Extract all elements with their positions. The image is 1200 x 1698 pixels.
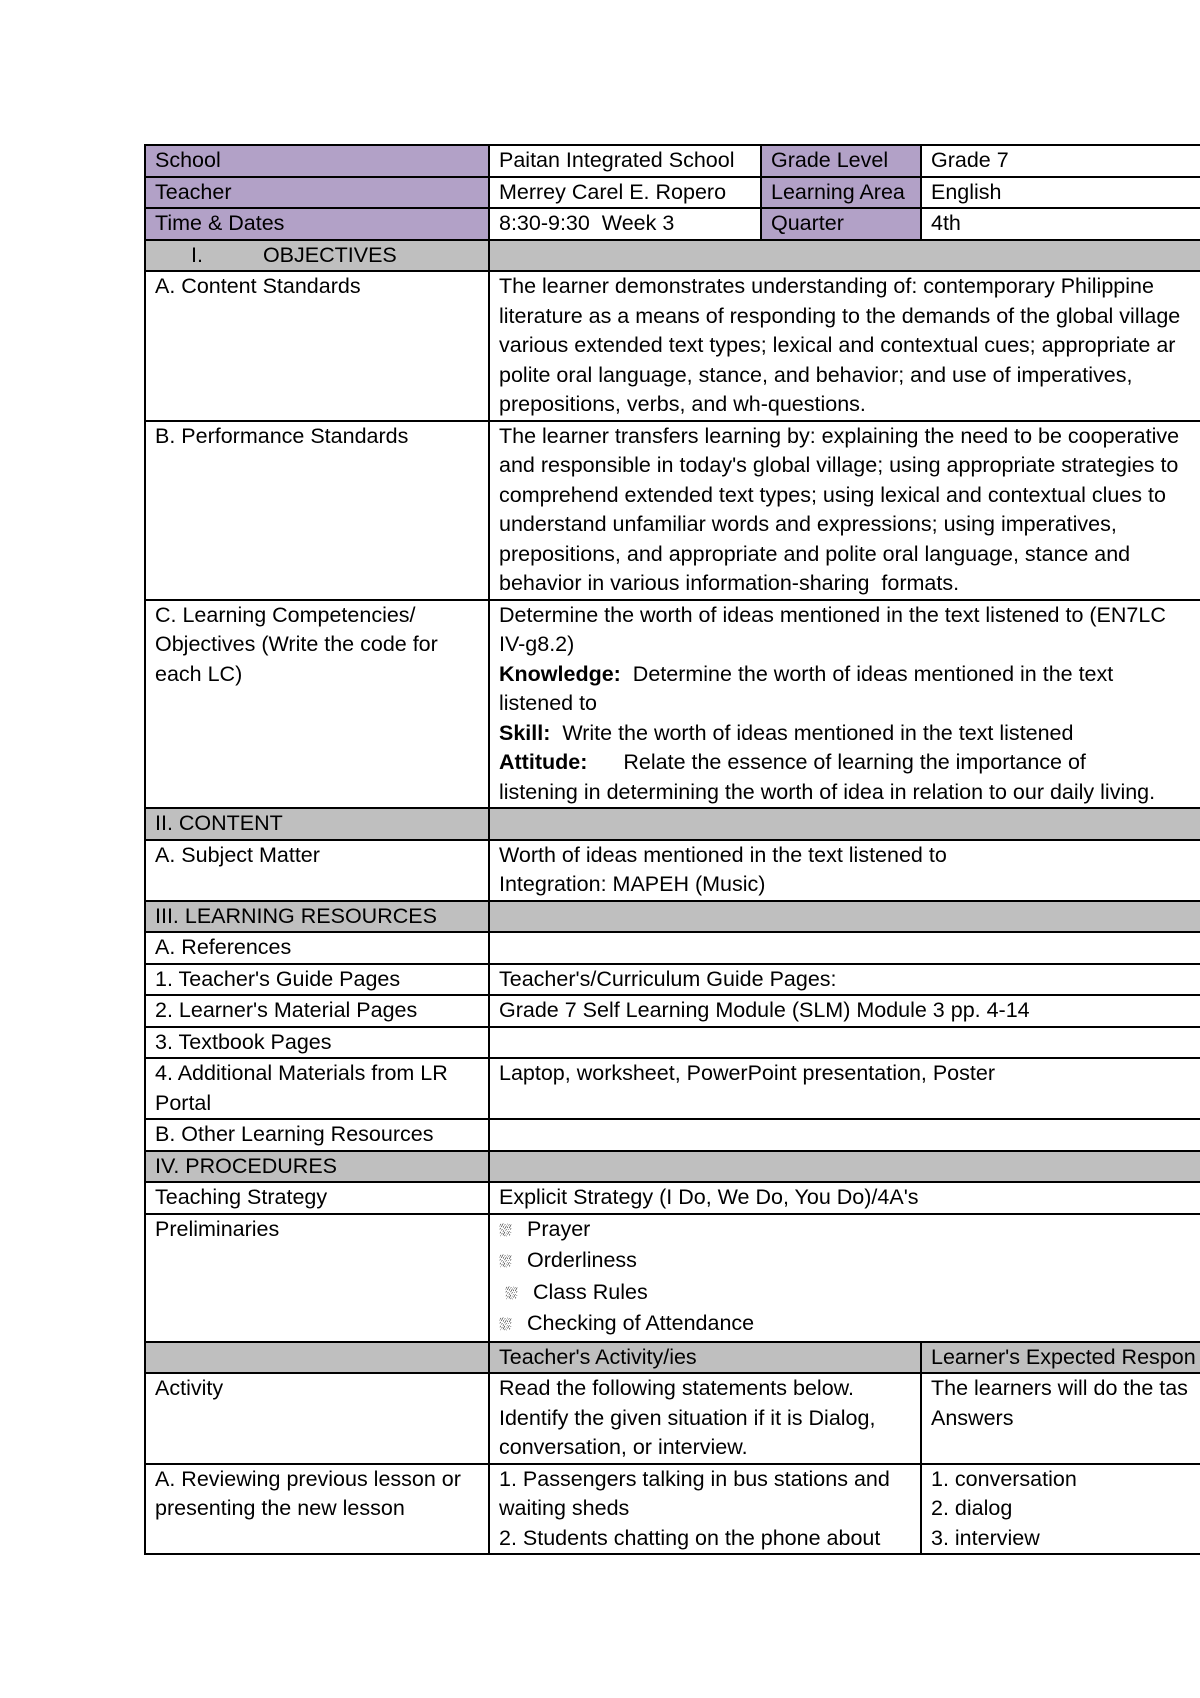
text-line: behavior in various information-sharing formats. [499,571,960,595]
learners-material-label: 2. Learner's Material Pages [145,995,489,1027]
text-line: comprehend extended text types; using lexical and contextual clues to [499,482,1166,507]
grade-level-label: Grade Level [761,145,921,177]
list-item-text: Prayer [527,1216,591,1241]
teaching-strategy-label: Teaching Strategy [145,1182,489,1214]
subject-matter-label: A. Subject Matter [145,840,489,901]
text-line: 3. interview [931,1525,1040,1550]
learners-material-value: Grade 7 Self Learning Module (SLM) Module 3 pp. 4-14 [489,995,1200,1027]
teacher-label: Teacher [145,177,489,209]
learners-material-row [145,995,1200,1027]
list-item [499,1278,1200,1310]
text-line: Objectives (Write the code for [155,632,438,656]
learning-area-label: Learning Area [761,177,921,209]
text-line: prepositions, and appropriate and polite oral language, stance and [499,541,1131,566]
resources-heading-fill [489,901,1200,933]
skill-text: Write the worth of ideas mentioned in the text listened [562,720,1074,745]
text-line: each LC) [155,661,243,686]
text-line: 2. dialog [931,1496,1013,1520]
subject-matter-row [145,840,1200,901]
text-line: 1. conversation [931,1466,1077,1491]
objectives-heading [145,240,489,272]
text-line: The learner transfers learning by: explaining the need to be cooperative [499,423,1180,448]
text-line: Answers [931,1405,1014,1430]
objectives-heading-fill [489,240,1200,272]
text-line: prepositions, verbs, and wh-questions. [499,392,866,416]
text-line: Worth of ideas mentioned in the text listened to [499,842,947,867]
attitude-label: Attitude: [499,750,588,774]
text-line: conversation, or interview. [499,1435,748,1459]
references-label: A. References [145,932,489,964]
content-section-row [145,808,1200,840]
review-teacher-text [489,1464,921,1555]
teachers-guide-row [145,964,1200,996]
activity-teacher-text [489,1373,921,1464]
attitude-text: Relate the essence of learning the importance of [623,750,1086,774]
competencies-label [145,600,489,809]
teacher-row [145,177,1200,209]
performance-standards-text [489,421,1200,600]
time-row [145,208,1200,240]
text-line: Determine the worth of ideas mentioned in the text listened to (EN7LC [499,602,1166,627]
teaching-strategy-value: Explicit Strategy (I Do, We Do, You Do)/4A's [489,1182,1200,1214]
cloud-rain-icon: ⛆ [505,1285,518,1303]
resources-heading: III. LEARNING RESOURCES [145,901,489,933]
text-line: The learners will do the tas [931,1376,1188,1400]
textbook-row [145,1027,1200,1059]
skill-line [499,719,1200,749]
text-line: Integration: MAPEH (Music) [499,872,766,896]
text-line: and responsible in today's global village; using appropriate strategies to [499,453,1179,477]
text-line: listening in determining the worth of idea in relation to our daily living. [499,779,1156,804]
performance-standards-row [145,421,1200,600]
teacher-value: Merrey Carel E. Ropero [489,177,761,209]
list-item [499,1246,1200,1278]
review-label [145,1464,489,1555]
lesson-plan-table [144,144,1200,1555]
preliminaries-list [489,1214,1200,1342]
time-dates-value: 8:30-9:30 Week 3 [489,208,761,240]
text-line: waiting sheds [499,1496,630,1520]
knowledge-line [499,660,1200,690]
procedures-heading: IV. PROCEDURES [145,1151,489,1183]
review-row [145,1464,1200,1555]
text-line: presenting the new lesson [155,1496,405,1520]
learning-area-value: English [921,177,1200,209]
quarter-label: Quarter [761,208,921,240]
text-line: listened to [499,691,598,715]
additional-materials-label [145,1058,489,1119]
time-dates-label: Time & Dates [145,208,489,240]
grade-level-value: Grade 7 [921,145,1200,177]
cloud-rain-icon: ⛆ [499,1317,512,1334]
subject-matter-text [489,840,1200,901]
text-line: 2. Students chatting on the phone about [499,1525,881,1550]
activity-header-blank [145,1342,489,1374]
content-heading: II. CONTENT [145,808,489,840]
review-learner-text [921,1464,1200,1555]
content-standards-text [489,271,1200,421]
text-line: The learner demonstrates understanding of: contemporary Philippine [499,274,1154,298]
text-line: polite oral language, stance, and behavior; and use of imperatives, [499,362,1133,387]
text-line: understand unfamiliar words and expressions; using imperatives, [499,512,1117,536]
teachers-guide-value: Teacher's/Curriculum Guide Pages: [489,964,1200,996]
learner-response-header: Learner's Expected Respon [921,1342,1200,1374]
text-line: various extended text types; lexical and contextual cues; appropriate ar [499,333,1176,357]
list-item-text: Class Rules [533,1279,648,1304]
teacher-activity-header: Teacher's Activity/ies [489,1342,921,1374]
knowledge-text: Determine the worth of ideas mentioned in the text [632,661,1114,686]
skill-label: Skill: [499,720,551,745]
knowledge-label: Knowledge: [499,661,621,686]
preliminaries-label: Preliminaries [145,1214,489,1342]
text-line: 4. Additional Materials from LR [155,1061,448,1085]
list-item [499,1309,1200,1341]
textbook-label: 3. Textbook Pages [145,1027,489,1059]
school-label: School [145,145,489,177]
preliminaries-row [145,1214,1200,1342]
other-resources-value [489,1119,1200,1151]
list-item [499,1215,1200,1247]
text-line: Identify the given situation if it is Dialog, [499,1405,876,1430]
school-row [145,145,1200,177]
additional-materials-value: Laptop, worksheet, PowerPoint presentation, Poster [489,1058,1200,1119]
textbook-value [489,1027,1200,1059]
activity-label: Activity [145,1373,489,1464]
text-line: 1. Passengers talking in bus stations and [499,1466,890,1491]
text-line: Portal [155,1090,212,1115]
objectives-section-row [145,240,1200,272]
list-item-text: Orderliness [527,1248,637,1272]
references-row [145,932,1200,964]
objectives-number: I. [191,242,203,267]
content-standards-label: A. Content Standards [145,271,489,421]
activity-row [145,1373,1200,1464]
other-resources-row [145,1119,1200,1151]
quarter-value: 4th [921,208,1200,240]
procedures-heading-fill [489,1151,1200,1183]
text-line: A. Reviewing previous lesson or [155,1466,461,1491]
activity-learner-text [921,1373,1200,1464]
content-standards-row [145,271,1200,421]
list-item-text: Checking of Attendance [527,1311,755,1335]
cloud-rain-icon: ⛆ [499,1222,512,1240]
school-value: Paitan Integrated School [489,145,761,177]
text-line: IV-g8.2) [499,632,575,656]
competencies-text [489,600,1200,809]
cloud-rain-icon: ⛆ [499,1254,512,1271]
additional-materials-row [145,1058,1200,1119]
procedures-section-row [145,1151,1200,1183]
objectives-title: OBJECTIVES [262,242,397,267]
teaching-strategy-row [145,1182,1200,1214]
text-line: Read the following statements below. [499,1376,854,1400]
content-heading-fill [489,808,1200,840]
teachers-guide-label: 1. Teacher's Guide Pages [145,964,489,996]
performance-standards-label: B. Performance Standards [145,421,489,600]
references-value [489,932,1200,964]
other-resources-label: B. Other Learning Resources [145,1119,489,1151]
text-line: C. Learning Competencies/ [155,602,416,627]
resources-section-row [145,901,1200,933]
activity-header-row [145,1342,1200,1374]
competencies-row [145,600,1200,809]
attitude-line [499,748,1200,778]
text-line: literature as a means of responding to the demands of the global village [499,303,1181,328]
